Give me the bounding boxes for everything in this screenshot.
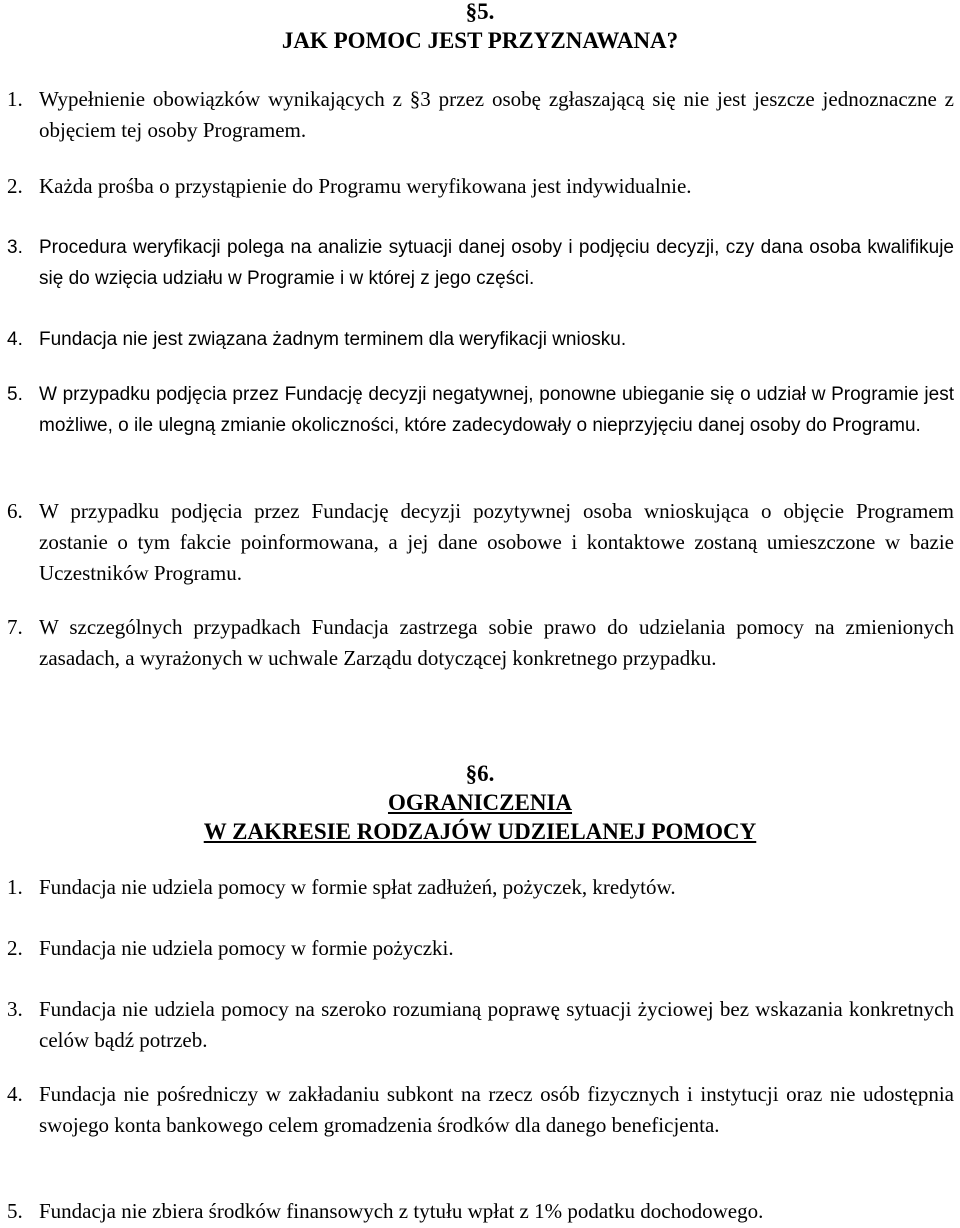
list-item-number: 3. [7, 997, 23, 1021]
list-item-text: Fundacja nie udziela pomocy na szeroko rozumianą poprawę sytuacji życiowej bez wskazania konkretnych celów bądź potrzeb. [39, 997, 954, 1052]
list-item-text: W przypadku podjęcia przez Fundację decyzji negatywnej, ponowne ubieganie się o udział w Programie jest możliwe, o ile ulegną zmianie okoliczności, które zadecydowały o nieprzyjęciu danej osoby do Programu. [39, 384, 954, 436]
list-item-text: Fundacja nie udziela pomocy w formie spłat zadłużeń, pożyczek, kredytów. [39, 875, 676, 899]
list-item-number: 1. [7, 875, 23, 899]
list-item-number: 3. [7, 237, 23, 258]
list-item-text: W szczególnych przypadkach Fundacja zastrzega sobie prawo do udzielania pomocy na zmienionych zasadach, a wyrażonych w uchwale Zarządu dotyczącej konkretnego przypadku. [39, 615, 954, 670]
section-5-heading [0, 0, 960, 55]
section-6-title-line-2: W ZAKRESIE RODZAJÓW UDZIELANEJ POMOCY [203, 819, 757, 844]
list-item-number: 7. [7, 615, 23, 639]
list-item-text: Fundacja nie pośredniczy w zakładaniu subkont na rzecz osób fizycznych i instytucji oraz nie udostępnia swojego konta bankowego celem gromadzenia środków dla danego beneficjenta. [39, 1082, 954, 1137]
list-item-text: Fundacja nie jest związana żadnym terminem dla weryfikacji wniosku. [39, 329, 627, 350]
list-item-number: 5. [7, 384, 23, 405]
section-5-number: §5. [465, 0, 495, 24]
list-item-text: Procedura weryfikacji polega na analizie sytuacji danej osoby i podjęciu decyzji, czy dana osoba kwalifikuje się do wzięcia udziału w Programie i w której z jego części. [39, 237, 954, 289]
list-item-text: W przypadku podjęcia przez Fundację decyzji pozytywnej osoba wnioskująca o objęcie Programem zostanie o tym fakcie poinformowana, a jej dane osobowe i kontaktowe zostaną umieszczone w bazie Uczestników Programu. [39, 499, 954, 585]
list-item-number: 2. [7, 936, 23, 960]
section-5-title: JAK POMOC JEST PRZYZNAWANA? [281, 28, 679, 53]
list-item-text: Fundacja nie zbiera środków finansowych z tytułu wpłat z 1% podatku dochodowego. [39, 1199, 764, 1223]
list-item-text: Każda prośba o przystąpienie do Programu weryfikowana jest indywidualnie. [39, 174, 692, 198]
list-item-number: 4. [7, 1082, 23, 1106]
section-6-title-line-1: OGRANICZENIA [387, 790, 573, 815]
list-item-number: 6. [7, 499, 23, 523]
list-item-number: 1. [7, 87, 23, 111]
list-item-number: 4. [7, 329, 23, 350]
list-item-text: Fundacja nie udziela pomocy w formie pożyczki. [39, 936, 454, 960]
list-item-number: 5. [7, 1199, 23, 1223]
list-item-text: Wypełnienie obowiązków wynikających z §3 przez osobę zgłaszającą się nie jest jeszcze jednoznaczne z objęciem tej osoby Programem. [39, 87, 954, 142]
section-6-number: §6. [465, 761, 495, 786]
section-6-heading [0, 759, 960, 846]
list-item-number: 2. [7, 174, 23, 198]
